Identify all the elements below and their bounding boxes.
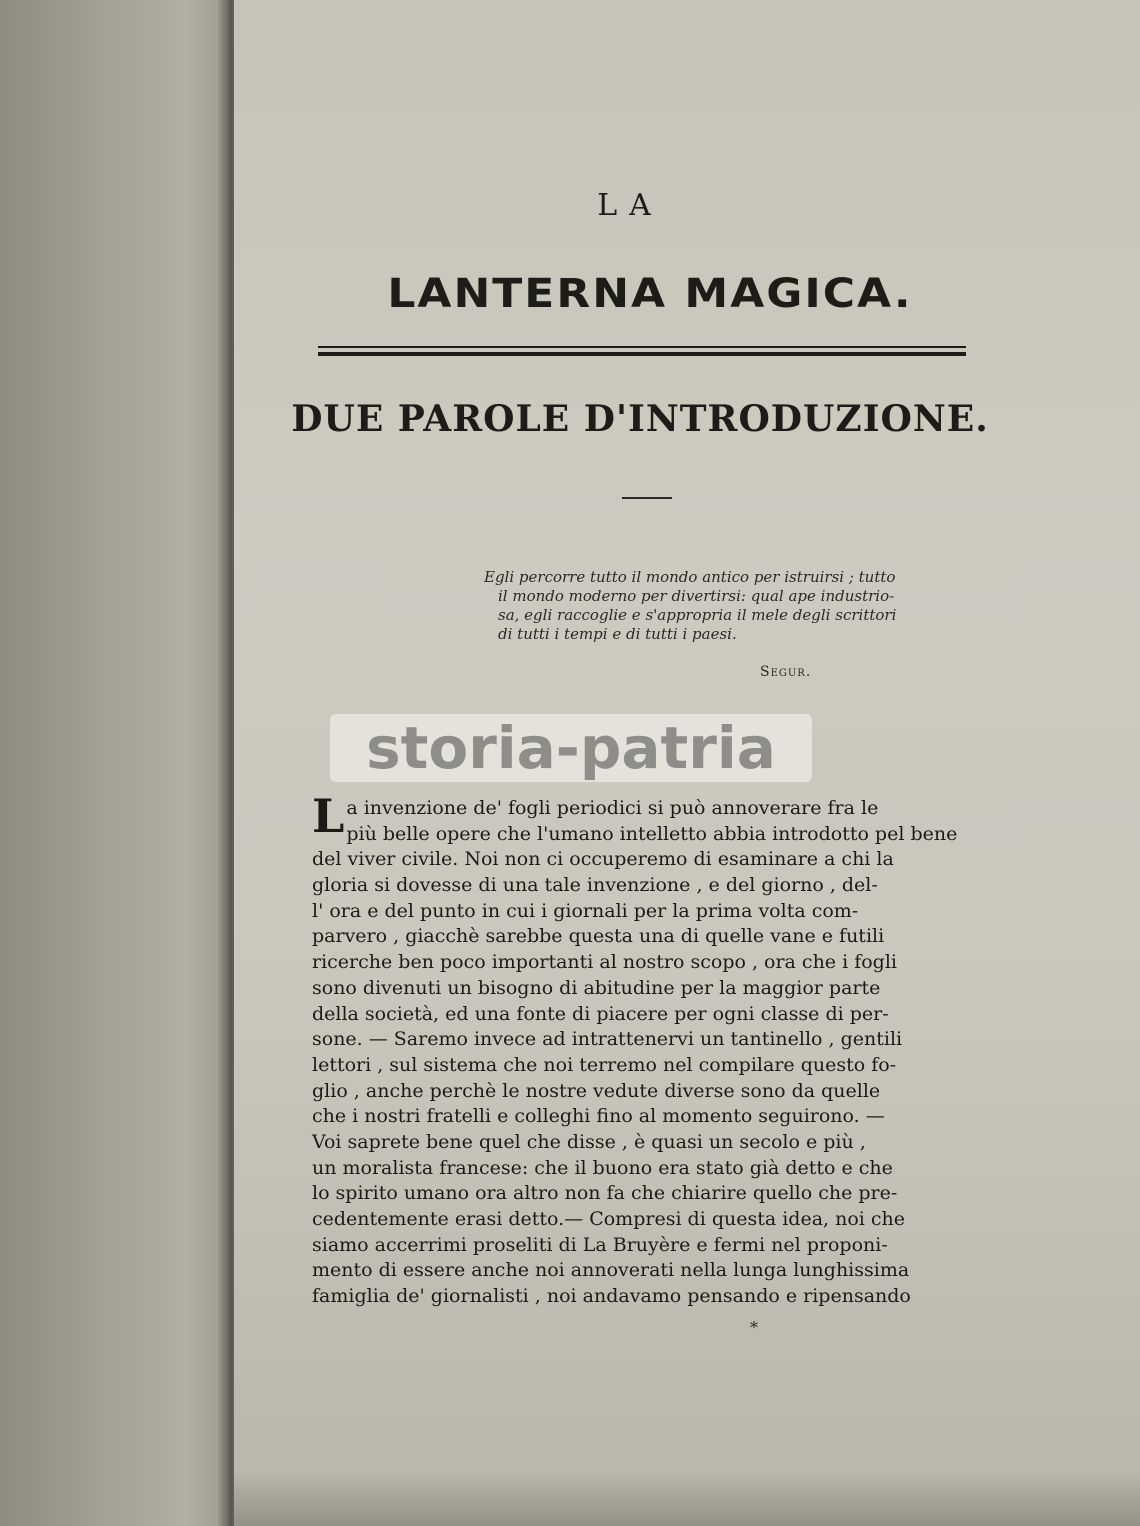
body-line: Voi saprete bene quel che disse , è quasi un secolo e più , — [312, 1130, 866, 1153]
title-rule-thin — [318, 346, 966, 348]
body-line: cedentemente erasi detto.— Compresi di questa idea, noi che — [312, 1208, 906, 1230]
section-subtitle: DUE PAROLE D'INTRODUZIONE. — [291, 398, 989, 440]
epigraph-line: sa, egli raccoglie e s'appropria il mele degli scrittori — [498, 606, 897, 624]
body-line: del viver civile. Noi non ci occuperemo di esaminare a chi la — [312, 848, 894, 871]
body-line: sono divenuti un bisogno di abitudine per la maggior parte — [312, 976, 881, 999]
body-line: l' ora e del punto in cui i giornali per la prima volta com- — [312, 899, 859, 922]
epigraph-author: Segur. — [760, 664, 812, 680]
body-line: lo spirito umano ora altro non fa che chiarire quello che pre- — [312, 1182, 898, 1205]
title-article: LA — [597, 188, 663, 223]
body-line: glio , anche perchè le nostre vedute diverse sono da quelle — [312, 1079, 881, 1102]
body-line: parvero , giacchè sarebbe questa una di quelle vane e futili — [312, 925, 885, 948]
body-line: che i nostri fratelli e colleghi fino al momento seguirono. — — [312, 1105, 885, 1128]
page-bottom-shadow — [234, 1470, 1140, 1526]
body-line: sone. — Saremo invece ad intrattenervi un tantinello , gentili — [312, 1028, 903, 1051]
body-line: ricerche ben poco importanti al nostro scopo , ora che i fogli — [312, 951, 897, 974]
epigraph-line: di tutti i tempi e di tutti i paesi. — [498, 625, 737, 643]
watermark-text: storia-patria — [366, 714, 776, 782]
body-line: mento di essere anche noi annoverati nella lunga lunghissima — [312, 1259, 910, 1282]
title-rule-thick — [318, 352, 966, 356]
body-line: gloria si dovesse di una tale invenzione , e del giorno , del- — [312, 874, 878, 897]
epigraph — [484, 568, 954, 644]
body-line-text: a invenzione de' fogli periodici si può annoverare fra le — [346, 797, 879, 819]
body-line: un moralista francese: che il buono era stato già detto e che — [312, 1156, 893, 1179]
drop-cap: L — [312, 789, 345, 843]
epigraph-line: Egli percorre tutto il mondo antico per istruirsi ; tutto — [484, 568, 896, 586]
body-line: famiglia de' giornalisti , noi andavamo pensando e ripensando — [312, 1285, 911, 1308]
body-text — [312, 789, 966, 1310]
body-line: della società, ed una fonte di piacere per ogni classe di per- — [312, 1002, 889, 1025]
watermark — [330, 714, 812, 782]
epigraph-line: il mondo moderno per divertirsi: qual ape industrio- — [498, 587, 895, 605]
body-line: siamo accerrimi proseliti di La Bruyère e fermi nel proponi- — [312, 1233, 888, 1256]
left-page — [0, 0, 232, 1526]
signature-mark: * — [750, 1318, 758, 1337]
page-title: LANTERNA MAGICA. — [387, 270, 913, 317]
body-line: lettori , sul sistema che noi terremo nel compilare questo fo- — [312, 1053, 897, 1076]
section-divider — [622, 497, 672, 499]
body-line: più belle opere che l'umano intelletto abbia introdotto pel bene — [346, 822, 958, 845]
